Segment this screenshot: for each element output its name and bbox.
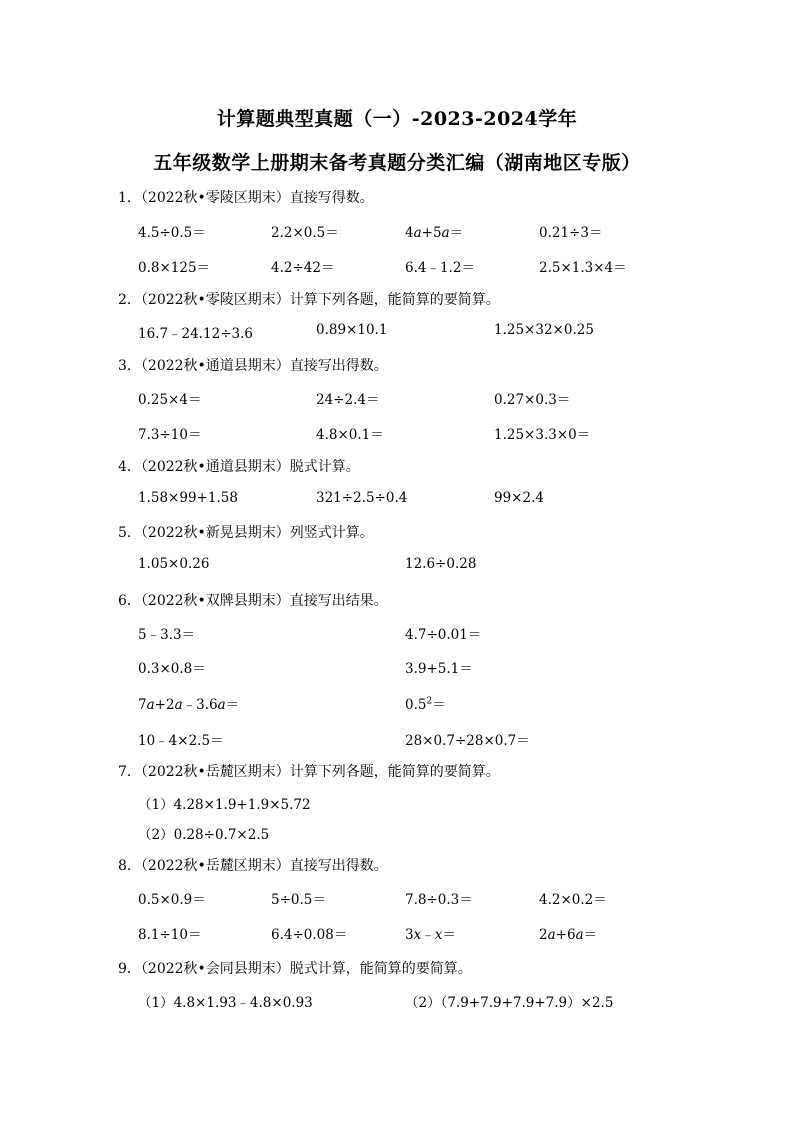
- expression: 4.5÷0.5＝: [138, 225, 206, 241]
- question-7-row-1: [0, 793, 794, 813]
- question-3-heading: 3．（2022秋•通道县期末）直接写出得数。: [118, 358, 388, 374]
- expression: 0.25×4＝: [138, 392, 202, 408]
- question-6-row-4: [0, 729, 794, 749]
- expression: （2）0.28÷0.7×2.5: [138, 827, 270, 843]
- expression: 16.7﹣24.12÷3.6: [138, 326, 253, 342]
- expression: （1）4.8×1.93﹣4.8×0.93: [138, 995, 313, 1011]
- expression: 10﹣4×2.5＝: [138, 733, 224, 749]
- question-5-row-1: [0, 556, 794, 576]
- question-4-row-1: [0, 490, 794, 510]
- expression: 6.4﹣1.2＝: [405, 260, 475, 276]
- document-title: 计算题典型真题（一）-2023-2024学年: [216, 108, 578, 130]
- expression: 7a+2a﹣3.6a＝: [138, 697, 240, 713]
- question-8-row-1: [0, 888, 794, 908]
- expression: 6.4÷0.08＝: [271, 927, 348, 943]
- question-1-row-1: [0, 221, 794, 241]
- expression: 99×2.4: [494, 490, 544, 506]
- expression: 0.3×0.8＝: [138, 661, 206, 677]
- expression: 12.6÷0.28: [405, 556, 477, 572]
- question-9-row-1: [0, 991, 794, 1011]
- expression: 1.25×3.3×0＝: [494, 427, 591, 443]
- expression: 1.05×0.26: [138, 556, 210, 572]
- question-5-heading: 5．（2022秋•新晃县期末）列竖式计算。: [118, 525, 374, 541]
- expression: 4.8×0.1＝: [316, 427, 384, 443]
- expression: 0.27×0.3＝: [494, 392, 571, 408]
- expression: 2.5×1.3×4＝: [539, 260, 627, 276]
- question-3-row-1: [0, 388, 794, 408]
- question-7-heading: 7．（2022秋•岳麓区期末）计算下列各题，能简算的要简算。: [118, 764, 500, 780]
- expression: 1.58×99+1.58: [138, 490, 238, 506]
- expression: 28×0.7÷28×0.7＝: [405, 733, 530, 749]
- question-3-row-2: [0, 423, 794, 443]
- question-6-row-3: [0, 693, 794, 713]
- question-1-row-2: [0, 256, 794, 276]
- expression: 5﹣3.3＝: [138, 627, 196, 643]
- expression: 0.89×10.1: [316, 322, 388, 338]
- power-base: 0.5: [405, 697, 427, 713]
- question-6-row-1: [0, 623, 794, 643]
- power-exponent: 2: [426, 696, 433, 707]
- expression: 0.8×125＝: [138, 260, 211, 276]
- expression: 0.5×0.9＝: [138, 892, 206, 908]
- expression: 7.8÷0.3＝: [405, 892, 473, 908]
- expression: 2a+6a＝: [539, 927, 598, 943]
- expression: 7.3÷10＝: [138, 427, 202, 443]
- question-1-heading: 1．（2022秋•零陵区期末）直接写得数。: [118, 190, 374, 206]
- expression: 4.2÷42＝: [271, 260, 335, 276]
- equals-sign: ＝: [432, 697, 446, 713]
- question-2-heading: 2．（2022秋•零陵区期末）计算下列各题，能简算的要简算。: [118, 292, 500, 308]
- question-6-heading: 6．（2022秋•双牌县期末）直接写出结果。: [118, 593, 388, 609]
- question-8-heading: 8．（2022秋•岳麓区期末）直接写出得数。: [118, 858, 388, 874]
- expression: 4a+5a＝: [405, 225, 464, 241]
- expression: 0.21÷3＝: [539, 225, 603, 241]
- expression: 4.2×0.2＝: [539, 892, 607, 908]
- expression: 3x﹣x＝: [405, 927, 456, 943]
- question-9-heading: 9．（2022秋•会同县期末）脱式计算，能简算的要简算。: [118, 961, 472, 977]
- question-2-row-1: [0, 322, 794, 342]
- expression: （2）（7.9+7.9+7.9+7.9）×2.5: [405, 995, 614, 1011]
- expression: 24÷2.4＝: [316, 392, 380, 408]
- expression: 1.25×32×0.25: [494, 322, 594, 338]
- question-8-row-2: [0, 923, 794, 943]
- question-4-heading: 4．（2022秋•通道县期末）脱式计算。: [118, 459, 360, 475]
- document-subtitle: 五年级数学上册期末备考真题分类汇编（湖南地区专版）: [153, 152, 641, 174]
- expression: 5÷0.5＝: [271, 892, 326, 908]
- expression: 4.7÷0.01＝: [405, 627, 482, 643]
- expression: 8.1÷10＝: [138, 927, 202, 943]
- expression: 321÷2.5÷0.4: [316, 490, 408, 506]
- question-7-row-2: [0, 823, 794, 843]
- expression: 3.9+5.1＝: [405, 661, 473, 677]
- expression: （1）4.28×1.9+1.9×5.72: [138, 797, 311, 813]
- expression-power: [405, 693, 446, 713]
- expression: 2.2×0.5＝: [271, 225, 339, 241]
- question-6-row-2: [0, 657, 794, 677]
